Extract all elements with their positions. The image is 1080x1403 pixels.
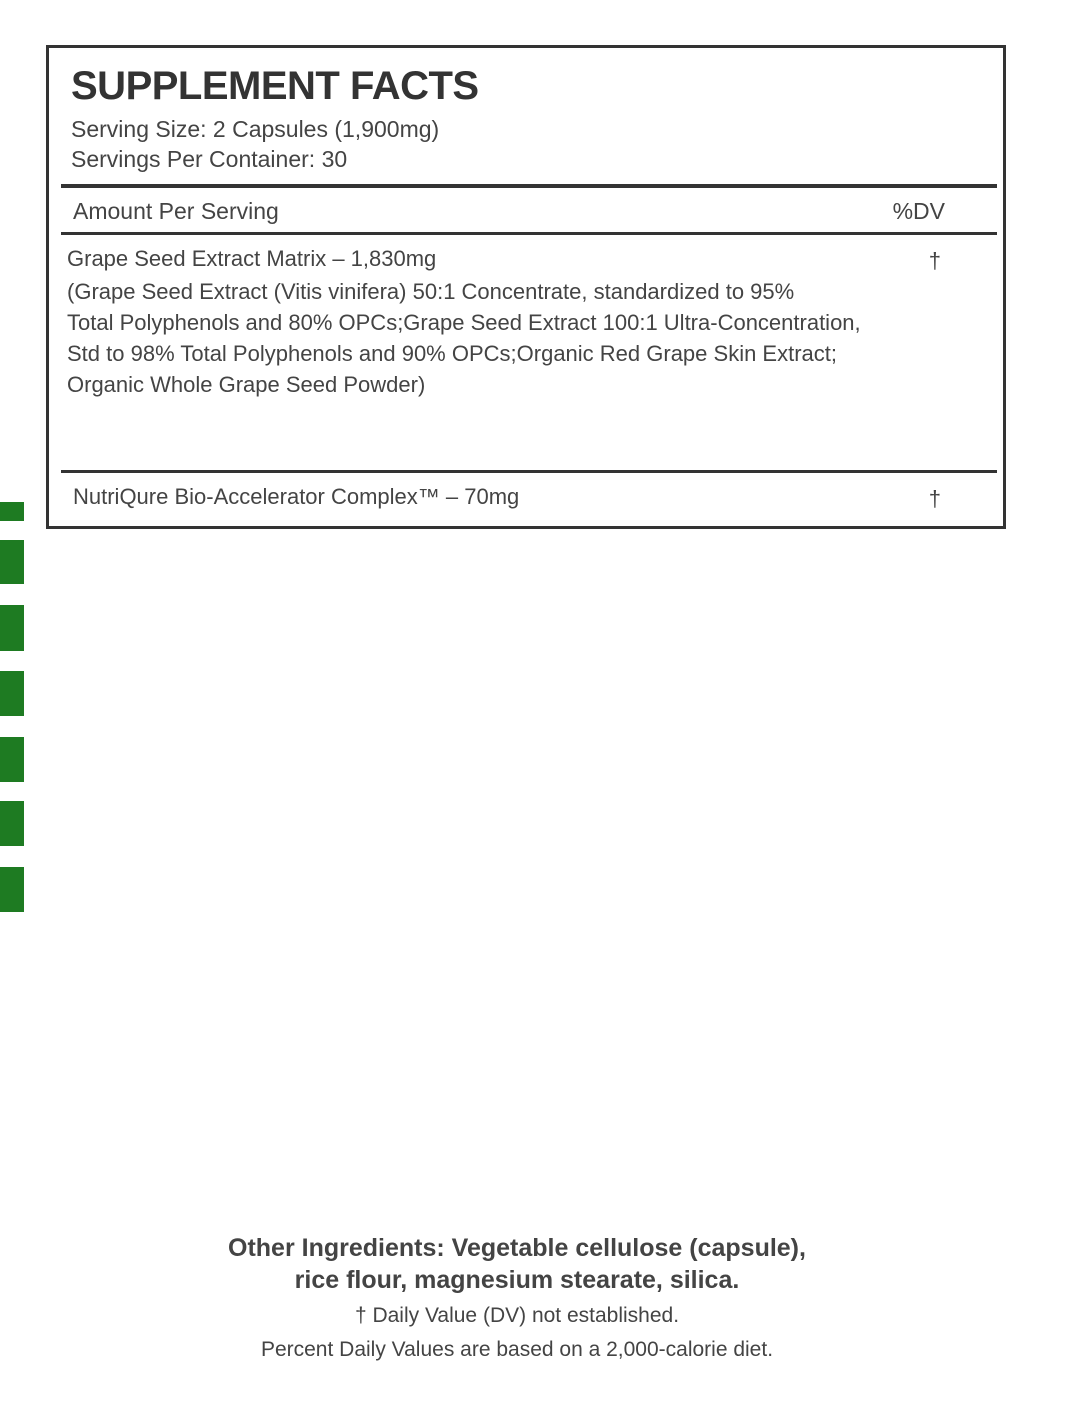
- green-edge-block: [0, 801, 24, 846]
- amount-per-serving-header: Amount Per Serving: [73, 198, 279, 224]
- ingredient-name-grape-seed-matrix: Grape Seed Extract Matrix – 1,830mg: [67, 246, 437, 271]
- servings-per-container: Servings Per Container: 30: [71, 146, 348, 172]
- ingredient-detail: [67, 276, 1007, 400]
- ingredient-dv-dagger: †: [928, 486, 941, 511]
- ingredient-detail-line: Organic Whole Grape Seed Powder): [67, 372, 426, 397]
- ingredient-detail-line: (Grape Seed Extract (Vitis vinifera) 50:1 Concentrate, standardized to 95%: [67, 279, 795, 304]
- other-ingredients-line: rice flour, magnesium stearate, silica.: [294, 1266, 740, 1294]
- ingredient-detail-line: Std to 98% Total Polyphenols and 90% OPCs;Organic Red Grape Skin Extract;: [67, 341, 837, 366]
- dv-header: %DV: [892, 198, 945, 224]
- serving-size: Serving Size: 2 Capsules (1,900mg): [71, 116, 440, 142]
- divider: [61, 232, 997, 235]
- other-ingredients-line: Other Ingredients: Vegetable cellulose (capsule),: [228, 1234, 806, 1262]
- green-edge-block: [0, 502, 24, 521]
- divider-thick: [61, 184, 997, 188]
- divider: [61, 470, 997, 473]
- facts-title: SUPPLEMENT FACTS: [71, 64, 479, 108]
- green-edge-block: [0, 605, 24, 651]
- dv-not-established-note: † Daily Value (DV) not established.: [354, 1304, 680, 1327]
- other-ingredients: [0, 1232, 1034, 1296]
- green-edge-block: [0, 671, 24, 716]
- ingredient-name-bio-accelerator: NutriQure Bio-Accelerator Complex™ – 70mg: [73, 484, 520, 509]
- supplement-facts-panel: [46, 45, 1006, 529]
- percent-daily-values-note: Percent Daily Values are based on a 2,000-calorie diet.: [260, 1338, 774, 1361]
- green-edge-block: [0, 540, 24, 584]
- green-edge-block: [0, 867, 24, 912]
- green-edge-block: [0, 737, 24, 782]
- ingredient-detail-line: Total Polyphenols and 80% OPCs;Grape Seed Extract 100:1 Ultra-Concentration,: [67, 310, 861, 335]
- ingredient-dv-dagger: †: [928, 248, 941, 273]
